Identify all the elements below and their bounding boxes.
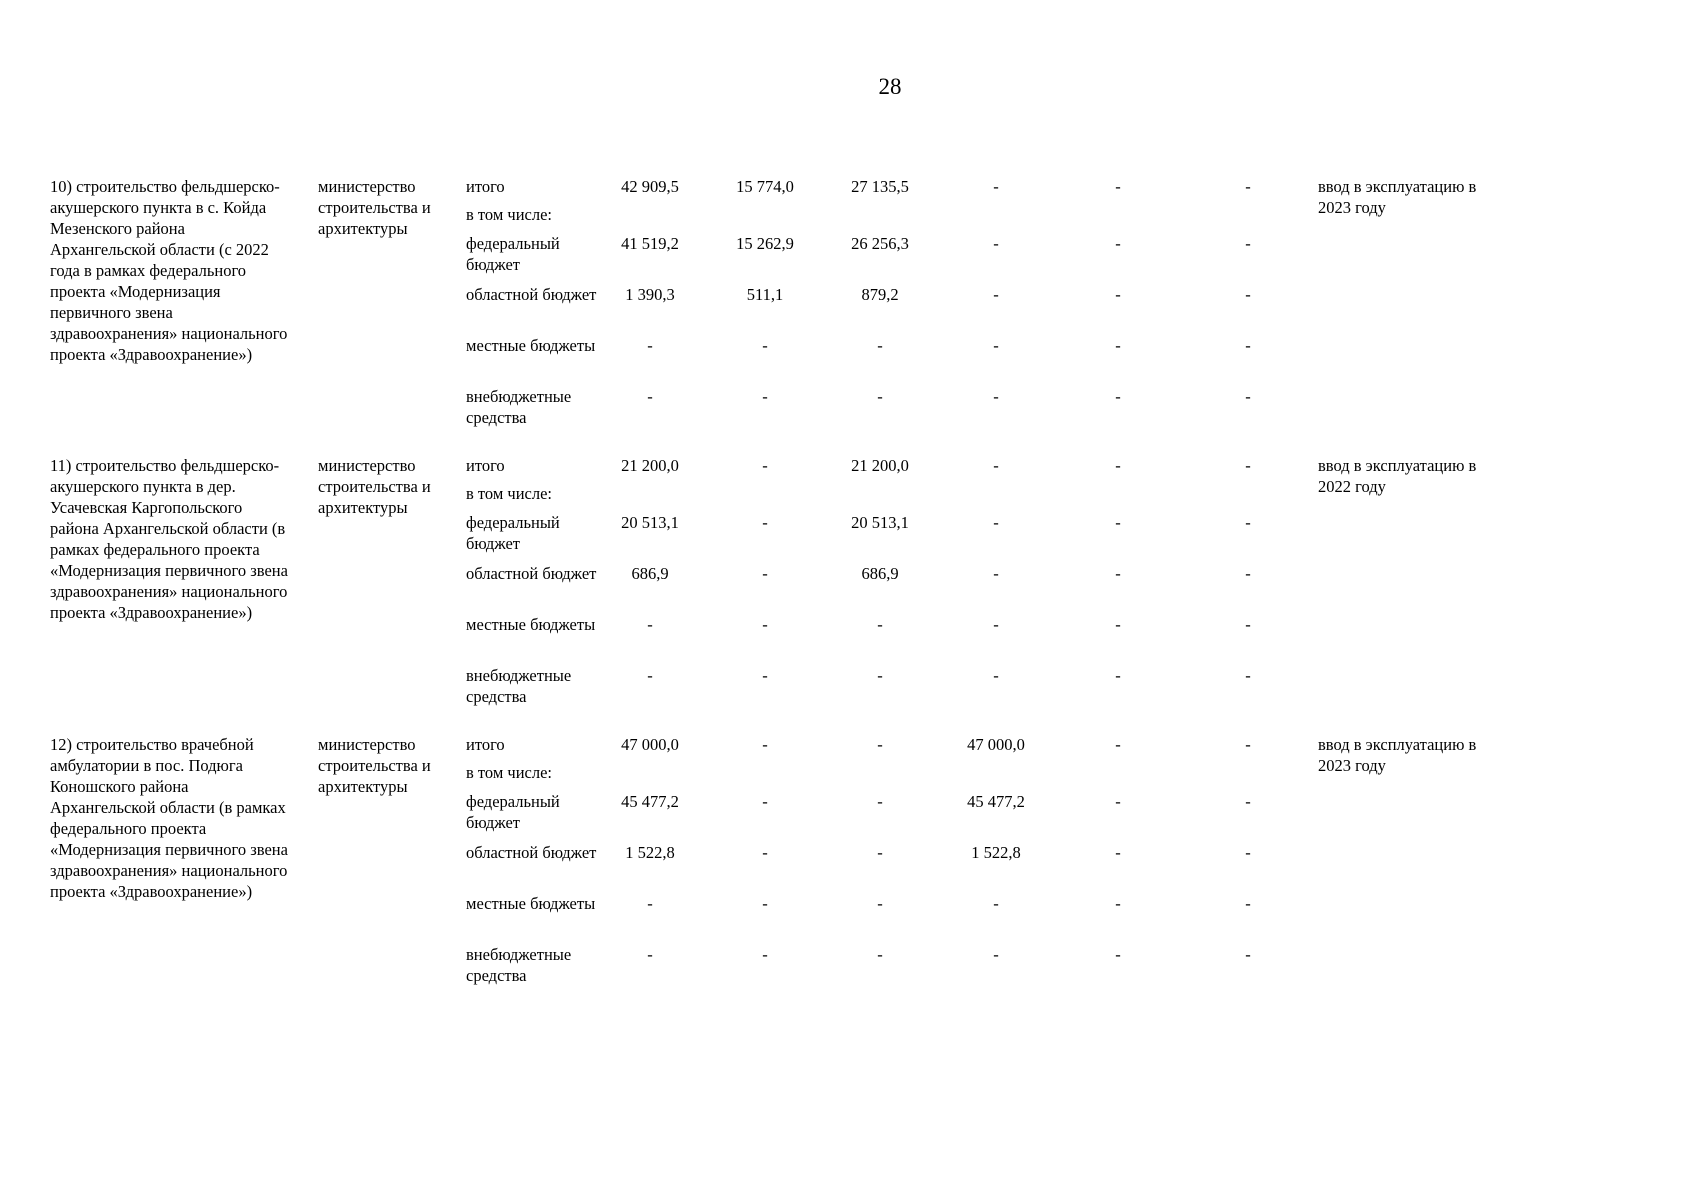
- value-col4: -: [993, 177, 999, 196]
- value-col2: 15 262,9: [736, 234, 794, 253]
- value-col5: -: [1115, 513, 1121, 532]
- table-row: [50, 284, 1350, 326]
- value-col3: 21 200,0: [851, 456, 909, 475]
- value-col5: -: [1115, 666, 1121, 685]
- value-col5: -: [1115, 387, 1121, 406]
- funding-source: в том числе:: [466, 484, 553, 503]
- value-col4: -: [993, 564, 999, 583]
- value-col4: 1 522,8: [971, 843, 1021, 862]
- value-col6: -: [1245, 513, 1251, 532]
- value-col6: -: [1245, 234, 1251, 253]
- value-col3: 879,2: [861, 285, 899, 304]
- value-total: 1 390,3: [625, 285, 675, 304]
- value-col4: 47 000,0: [967, 735, 1025, 754]
- value-total: 45 477,2: [621, 792, 679, 811]
- value-total: 42 909,5: [621, 177, 679, 196]
- value-col2: -: [762, 387, 768, 406]
- value-col4: -: [993, 666, 999, 685]
- value-col3: -: [877, 894, 883, 913]
- value-col2: 15 774,0: [736, 177, 794, 196]
- value-col5: -: [1115, 615, 1121, 634]
- project-description: 11) строительство фельдшерско-акушерского пункта в дер. Усачевская Каргопольского района Архангельской области (в рамках федерального проекта «Модернизация первичного звена здравоохранения» национального проекта «Здравоохранение»): [50, 456, 288, 622]
- table-row: [50, 842, 1350, 884]
- project-description: 10) строительство фельдшерско-акушерского пункта в с. Койда Мезенского района Архангельской области (с 2022 года в рамках федерального проекта «Модернизация первичного звена здравоохранения» национального проекта «Здравоохранение»): [50, 177, 288, 364]
- page-number: 28: [878, 74, 902, 99]
- value-total: 686,9: [631, 564, 669, 583]
- value-col5: -: [1115, 894, 1121, 913]
- funding-source: внебюджетные средства: [466, 387, 572, 427]
- table-row: [50, 563, 1350, 605]
- funding-source: в том числе:: [466, 205, 553, 224]
- table-row: [50, 791, 1350, 833]
- value-col4: -: [993, 945, 999, 964]
- value-col6: -: [1245, 564, 1251, 583]
- value-col6: -: [1245, 735, 1251, 754]
- value-col6: -: [1245, 177, 1251, 196]
- funding-source: итого: [466, 456, 505, 475]
- funding-source: областной бюджет: [466, 843, 597, 862]
- value-col2: -: [762, 792, 768, 811]
- value-col6: -: [1245, 792, 1251, 811]
- value-col6: -: [1245, 336, 1251, 355]
- value-col5: -: [1115, 234, 1121, 253]
- value-col4: -: [993, 894, 999, 913]
- value-col2: -: [762, 615, 768, 634]
- funding-source: в том числе:: [466, 763, 553, 782]
- value-total: 1 522,8: [625, 843, 675, 862]
- value-col3: -: [877, 792, 883, 811]
- value-total: -: [647, 615, 653, 634]
- funding-source: местные бюджеты: [466, 336, 596, 355]
- project-description: 12) строительство врачебной амбулатории в пос. Подюга Коношского района Архангельской области (в рамках федерального проекта «Модернизация первичного звена здравоохранения» национального проекта «Здравоохранение»): [50, 735, 288, 901]
- executor: министерство строительства и архитектуры: [318, 735, 431, 796]
- value-col4: -: [993, 615, 999, 634]
- value-total: 21 200,0: [621, 456, 679, 475]
- funding-source: внебюджетные средства: [466, 945, 572, 985]
- value-col2: -: [762, 735, 768, 754]
- value-col6: -: [1245, 285, 1251, 304]
- table-row: [50, 614, 1350, 656]
- value-total: -: [647, 894, 653, 913]
- value-col6: -: [1245, 945, 1251, 964]
- value-col2: -: [762, 843, 768, 862]
- result-note: ввод в эксплуатацию в 2023 году: [1318, 177, 1477, 217]
- value-total: -: [647, 336, 653, 355]
- value-col3: -: [877, 945, 883, 964]
- funding-source: областной бюджет: [466, 285, 597, 304]
- value-col4: -: [993, 387, 999, 406]
- value-col5: -: [1115, 564, 1121, 583]
- value-col6: -: [1245, 387, 1251, 406]
- value-col4: -: [993, 285, 999, 304]
- value-col4: -: [993, 234, 999, 253]
- funding-source: федеральный бюджет: [466, 792, 560, 832]
- value-col6: -: [1245, 615, 1251, 634]
- value-col3: -: [877, 336, 883, 355]
- value-col5: -: [1115, 336, 1121, 355]
- funding-source: внебюджетные средства: [466, 666, 572, 706]
- funding-source: местные бюджеты: [466, 615, 596, 634]
- table-row: [50, 665, 1350, 707]
- funding-source: федеральный бюджет: [466, 513, 560, 553]
- value-col3: -: [877, 387, 883, 406]
- value-total: 47 000,0: [621, 735, 679, 754]
- value-col5: -: [1115, 843, 1121, 862]
- funding-source: местные бюджеты: [466, 894, 596, 913]
- value-total: -: [647, 666, 653, 685]
- value-col6: -: [1245, 456, 1251, 475]
- table-row: [50, 233, 1350, 275]
- value-col3: -: [877, 735, 883, 754]
- value-col3: -: [877, 843, 883, 862]
- value-col4: 45 477,2: [967, 792, 1025, 811]
- value-col3: 27 135,5: [851, 177, 909, 196]
- table-row: [50, 335, 1350, 377]
- value-col5: -: [1115, 456, 1121, 475]
- funding-source: итого: [466, 735, 505, 754]
- executor: министерство строительства и архитектуры: [318, 177, 431, 238]
- value-col5: -: [1115, 177, 1121, 196]
- value-col4: -: [993, 513, 999, 532]
- value-total: -: [647, 945, 653, 964]
- value-col5: -: [1115, 792, 1121, 811]
- funding-source: областной бюджет: [466, 564, 597, 583]
- result-note: ввод в эксплуатацию в 2022 году: [1318, 456, 1477, 496]
- value-col2: -: [762, 513, 768, 532]
- value-col3: -: [877, 615, 883, 634]
- value-col3: 26 256,3: [851, 234, 909, 253]
- value-total: 41 519,2: [621, 234, 679, 253]
- value-total: 20 513,1: [621, 513, 679, 532]
- value-col6: -: [1245, 666, 1251, 685]
- table-row: [50, 893, 1350, 935]
- value-col2: -: [762, 945, 768, 964]
- funding-source: итого: [466, 177, 505, 196]
- value-col2: -: [762, 564, 768, 583]
- value-col2: -: [762, 456, 768, 475]
- value-total: -: [647, 387, 653, 406]
- result-note: ввод в эксплуатацию в 2023 году: [1318, 735, 1477, 775]
- value-col5: -: [1115, 735, 1121, 754]
- value-col5: -: [1115, 945, 1121, 964]
- executor: министерство строительства и архитектуры: [318, 456, 431, 517]
- value-col6: -: [1245, 894, 1251, 913]
- funding-source: федеральный бюджет: [466, 234, 560, 274]
- value-col6: -: [1245, 843, 1251, 862]
- value-col2: -: [762, 336, 768, 355]
- value-col4: -: [993, 456, 999, 475]
- value-col2: 511,1: [746, 285, 784, 304]
- table-row: [50, 944, 1350, 986]
- value-col3: 686,9: [861, 564, 899, 583]
- value-col3: -: [877, 666, 883, 685]
- value-col2: -: [762, 894, 768, 913]
- table-row: [50, 512, 1350, 554]
- value-col5: -: [1115, 285, 1121, 304]
- value-col2: -: [762, 666, 768, 685]
- table-row: [50, 386, 1350, 428]
- value-col3: 20 513,1: [851, 513, 909, 532]
- value-col4: -: [993, 336, 999, 355]
